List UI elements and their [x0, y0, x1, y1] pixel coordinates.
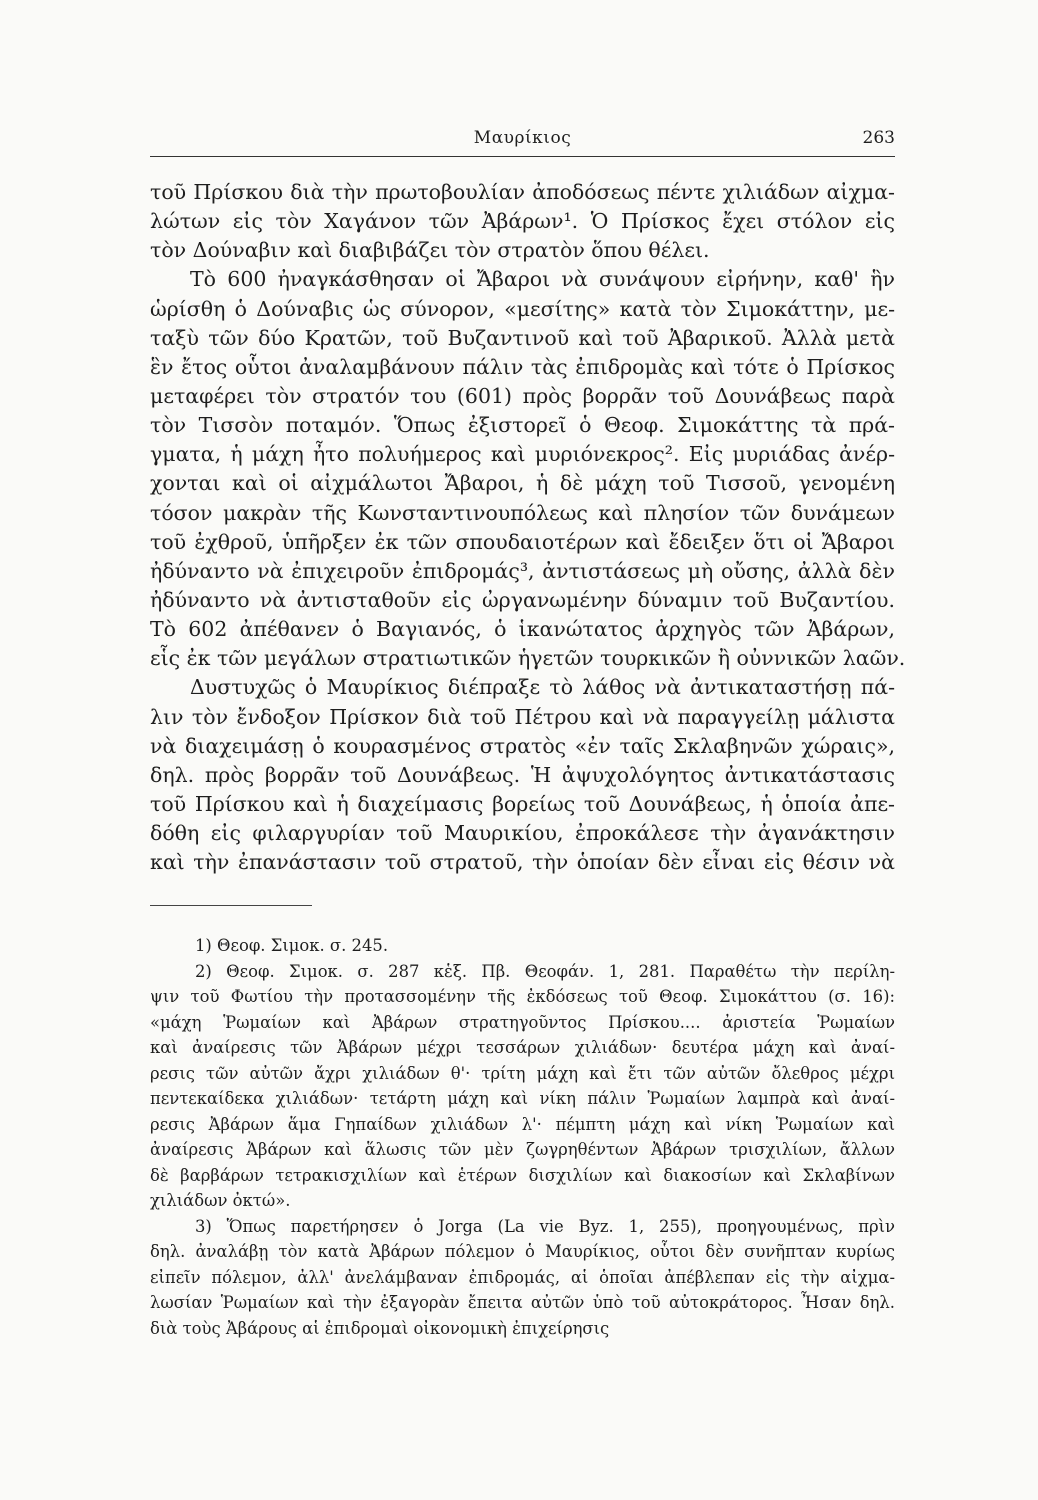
main-text	[150, 178, 906, 877]
footnote-separator	[150, 905, 312, 906]
text-line: μεταφέρει τὸν στρατόν του (601) πρὸς βορρᾶν τοῦ Δουνάβεως παρὰ	[150, 383, 895, 408]
footnote-line: 1) Θεοφ. Σιμοκ. σ. 245.	[195, 936, 389, 955]
footnote-line: 3) Ὅπως παρετήρησεν ὁ Jorga (La vie Byz. 1, 255), προηγουμένως, πρὶν	[195, 1216, 895, 1236]
text-line: εἷς ἐκ τῶν μεγάλων στρατιωτικῶν ἡγετῶν τουρκικῶν ἢ οὐννικῶν λαῶν.	[150, 646, 906, 671]
footnote-line: διὰ τοὺς Ἀβάρους αἱ ἐπιδρομαὶ οἰκονομικὴ ἐπιχείρησις	[150, 1318, 610, 1338]
text-line: ἠδύναντο νὰ ἀντισταθοῦν εἰς ὠργανωμένην δύναμιν τοῦ Βυζαντίου.	[150, 587, 895, 612]
text-line: λώτων εἰς τὸν Χαγάνον τῶν Ἀβάρων¹. Ὁ Πρίσκος ἔχει στόλον εἰς	[150, 209, 895, 234]
text-line: λιν τὸν ἔνδοξον Πρίσκον διὰ τοῦ Πέτρου καὶ νὰ παραγγείλῃ μάλιστα	[150, 704, 895, 729]
footnote-line: καὶ ἀναίρεσις τῶν Ἀβάρων μέχρι τεσσάρων χιλιάδων· δευτέρα μάχη καὶ ἀναί-	[150, 1038, 895, 1057]
text-line: Δυστυχῶς ὁ Μαυρίκιος διέπραξε τὸ λάθος νὰ ἀντικαταστήσῃ πά-	[190, 675, 895, 700]
footnote-line: εἰπεῖν πόλεμον, ἀλλ' ἀνελάμβαναν ἐπιδρομάς, αἱ ὁποῖαι ἀπέβλεπαν εἰς τὴν αἰχμα-	[150, 1267, 895, 1287]
header-rule	[150, 156, 895, 157]
footnote-line: πεντεκαίδεκα χιλιάδων· τετάρτη μάχη καὶ νίκη πάλιν Ῥωμαίων λαμπρὰ καὶ ἀναί-	[150, 1089, 895, 1108]
footnote-line: ρεσις τῶν αὐτῶν ἄχρι χιλιάδων θ'· τρίτη μάχη καὶ ἔτι τῶν αὐτῶν ὄλεθρος μέχρι	[150, 1063, 895, 1083]
text-line: νὰ διαχειμάσῃ ὁ κουρασμένος στρατὸς «ἐν ταῖς Σκλαβηνῶν χώραις»,	[150, 733, 895, 758]
text-line: ὡρίσθη ὁ Δούναβις ὡς σύνορον, «μεσίτης» κατὰ τὸν Σιμοκάττην, με-	[150, 296, 895, 321]
text-line: ἓν ἔτος οὗτοι ἀναλαμβάνουν πάλιν τὰς ἐπιδρομὰς καὶ τότε ὁ Πρίσκος	[150, 354, 895, 379]
text-line: Τὸ 600 ἠναγκάσθησαν οἱ Ἄβαροι νὰ συνάψουν εἰρήνην, καθ' ἣν	[190, 267, 895, 292]
running-header	[150, 128, 895, 154]
footnotes	[150, 933, 895, 1341]
text-line: δόθη εἰς φιλαργυρίαν τοῦ Μαυρικίου, ἐπροκάλεσε τὴν ἀγανάκτησιν	[150, 821, 895, 846]
footnote-line: χιλιάδων ὀκτώ».	[150, 1191, 291, 1210]
text-line: καὶ τὴν ἐπανάστασιν τοῦ στρατοῦ, τὴν ὁποίαν δὲν εἶναι εἰς θέσιν νὰ	[150, 850, 895, 875]
text-line: Τὸ 602 ἀπέθανεν ὁ Βαγιανός, ὁ ἱκανώτατος ἀρχηγὸς τῶν Ἀβάρων,	[150, 617, 895, 642]
footnote-line: ἀναίρεσις Ἀβάρων καὶ ἅλωσις τῶν μὲν ζωγρηθέντων Ἀβάρων τρισχιλίων, ἄλλων	[150, 1140, 895, 1159]
footnote-line: δηλ. ἀναλάβῃ τὸν κατὰ Ἀβάρων πόλεμον ὁ Μαυρίκιος, οὗτοι δὲν συνῆπταν κυρίως	[150, 1242, 895, 1261]
footnote-line: ψιν τοῦ Φωτίου τὴν προτασσομένην τῆς ἐκδόσεως τοῦ Θεοφ. Σιμοκάττου (σ. 16):	[150, 987, 895, 1006]
text-line: τὸν Δούναβιν καὶ διαβιβάζει τὸν στρατὸν ὅπου θέλει.	[150, 238, 710, 263]
text-line: τοῦ ἐχθροῦ, ὑπῆρξεν ἐκ τῶν σπουδαιοτέρων καὶ ἔδειξεν ὅτι οἱ Ἄβαροι	[150, 529, 895, 554]
text-line: τὸν Τισσὸν ποταμόν. Ὅπως ἐξιστορεῖ ὁ Θεοφ. Σιμοκάττης τὰ πρά-	[150, 413, 895, 438]
running-title: Μαυρίκιος	[473, 128, 572, 148]
text-line: δηλ. πρὸς βορρᾶν τοῦ Δουνάβεως. Ἡ ἀψυχολόγητος ἀντικατάστασις	[150, 762, 895, 787]
footnote-line: «μάχη Ῥωμαίων καὶ Ἀβάρων στρατηγοῦντος Πρίσκου.... ἀριστεία Ῥωμαίων	[150, 1012, 895, 1032]
text-line: γματα, ἡ μάχη ἦτο πολυήμερος καὶ μυριόνεκρος². Εἰς μυριάδας ἀνέρ-	[150, 442, 895, 467]
text-line: τοῦ Πρίσκου διὰ τὴν πρωτοβουλίαν ἀποδόσεως πέντε χιλιάδων αἰχμα-	[150, 180, 895, 204]
text-line: ἠδύναντο νὰ ἐπιχειροῦν ἐπιδρομάς³, ἀντιστάσεως μὴ οὔσης, ἀλλὰ δὲν	[150, 558, 895, 583]
page-number: 263	[862, 128, 895, 148]
text-line: ταξὺ τῶν δύο Κρατῶν, τοῦ Βυζαντινοῦ καὶ τοῦ Ἀβαρικοῦ. Ἀλλὰ μετὰ	[150, 325, 895, 350]
footnote-line: δὲ βαρβάρων τετρακισχιλίων καὶ ἑτέρων δισχιλίων καὶ διακοσίων καὶ Σκλαβίνων	[150, 1165, 895, 1185]
footnote-line: 2) Θεοφ. Σιμοκ. σ. 287 κἑξ. Πβ. Θεοφάν. 1, 281. Παραθέτω τὴν περίλη-	[195, 961, 895, 981]
footnote-line: ρεσις Ἀβάρων ἅμα Γηπαίδων χιλιάδων λ'· πέμπτη μάχη καὶ νίκη Ῥωμαίων καὶ	[150, 1114, 895, 1134]
text-line: τοῦ Πρίσκου καὶ ἡ διαχείμασις βορείως τοῦ Δουνάβεως, ἡ ὁποία ἀπε-	[150, 791, 895, 816]
footnote-line: λωσίαν Ῥωμαίων καὶ τὴν ἐξαγορὰν ἔπειτα αὐτῶν ὑπὸ τοῦ αὐτοκράτορος. Ἦσαν δηλ.	[150, 1293, 895, 1312]
text-line: χονται καὶ οἱ αἰχμάλωτοι Ἄβαροι, ἡ δὲ μάχη τοῦ Τισσοῦ, γενομένη	[150, 471, 895, 496]
text-line: τόσον μακρὰν τῆς Κωνσταντινουπόλεως καὶ πλησίον τῶν δυνάμεων	[150, 500, 895, 525]
